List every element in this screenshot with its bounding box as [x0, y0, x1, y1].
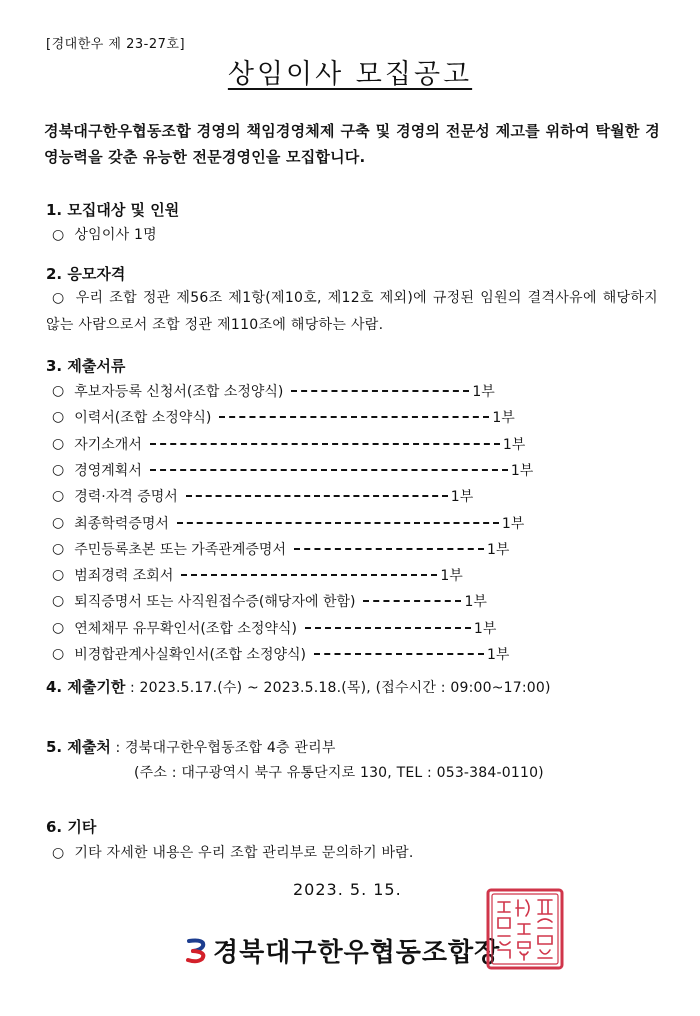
document-item-count: 1부 — [464, 594, 487, 611]
document-item — [52, 486, 473, 506]
document-item — [52, 539, 509, 559]
section-documents-heading: 3. 제출서류 — [46, 357, 126, 375]
document-item-name: 이력서(조합 소정약식) — [74, 410, 212, 427]
document-item-name: 퇴직증명서 또는 사직원접수증(해당자에 한함) — [74, 594, 356, 611]
document-item — [52, 565, 463, 585]
bullet-circle: ○ — [52, 488, 65, 505]
page-title — [0, 52, 700, 91]
submit-place-text: : 경북대구한우협동조합 4층 관리부 — [110, 740, 336, 756]
submit-place-line — [46, 736, 336, 757]
deadline-label: 4. 제출기한 — [46, 678, 126, 696]
bullet-circle: ○ — [52, 290, 66, 306]
etc-item — [52, 842, 414, 862]
qualification-paragraph — [46, 285, 658, 339]
dotted-leader — [291, 390, 469, 392]
document-item — [52, 644, 509, 664]
deadline-line — [46, 676, 551, 697]
document-item-name: 후보자등록 신청서(조합 소정양식) — [74, 384, 284, 400]
document-item — [52, 381, 495, 401]
document-item-count: 1부 — [450, 489, 474, 506]
bullet-circle: ○ — [52, 593, 65, 610]
bullet-circle: ○ — [52, 383, 65, 399]
dotted-leader — [363, 600, 461, 602]
dotted-leader — [150, 443, 500, 445]
document-item-count: 1부 — [486, 541, 510, 558]
document-item-name: 연체채무 유무확인서(조합 소정약식) — [74, 620, 297, 637]
submit-address: (주소 : 대구광역시 북구 유통단지로 130, TEL : 053-384-0110) — [134, 765, 544, 781]
document-item-count: 1부 — [486, 647, 510, 663]
document-item-name: 비경합관계사실확인서(조합 소정양식) — [74, 647, 306, 663]
bullet-circle: ○ — [52, 514, 65, 531]
bullet-circle: ○ — [52, 619, 65, 636]
organization-signature — [185, 932, 500, 969]
document-item-name: 최종학력증명서 — [74, 515, 169, 532]
document-item — [52, 591, 487, 611]
document-item-name: 범죄경력 조회서 — [74, 568, 174, 585]
section-qualification-heading: 2. 응모자격 — [46, 265, 126, 283]
document-item — [52, 407, 515, 427]
organization-name: 경북대구한우협동조합장 — [213, 938, 501, 968]
section-target-heading: 1. 모집대상 및 인원 — [46, 201, 180, 219]
title-text: 상임이사 모집공고 — [227, 59, 473, 90]
document-item — [52, 513, 524, 533]
bullet-circle: ○ — [52, 461, 65, 478]
target-item-text: 상임이사 1명 — [74, 227, 157, 243]
document-number: [경대한우 제 23-27호] — [46, 37, 186, 52]
dotted-leader — [219, 416, 489, 418]
document-item-count: 1부 — [501, 515, 525, 532]
document-item-count: 1부 — [440, 568, 463, 585]
deadline-text: : 2023.5.17.(수) ~ 2023.5.18.(목), (접수시간 : 09:00~17:00) — [125, 680, 551, 696]
document-item-name: 경영계획서 — [74, 462, 142, 479]
bullet-circle: ○ — [52, 409, 65, 426]
dotted-leader — [186, 495, 448, 497]
cooperative-logo-icon — [185, 938, 209, 964]
dotted-leader — [305, 627, 471, 629]
document-item-count: 1부 — [492, 410, 515, 427]
document-item-count: 1부 — [473, 620, 497, 637]
document-item-count: 1부 — [472, 384, 495, 400]
document-item-count: 1부 — [510, 462, 534, 479]
document-item — [52, 618, 496, 638]
etc-item-text: 기타 자세한 내용은 우리 조합 관리부로 문의하기 바람. — [74, 845, 414, 861]
document-item-count: 1부 — [502, 436, 526, 453]
bullet-circle: ○ — [52, 227, 65, 243]
official-seal-icon — [486, 888, 564, 970]
announcement-date: 2023. 5. 15. — [293, 880, 402, 899]
section-etc-heading: 6. 기타 — [46, 818, 97, 836]
dotted-leader — [150, 469, 508, 471]
bullet-circle: ○ — [52, 567, 65, 584]
document-item — [52, 460, 533, 480]
intro-paragraph: 경북대구한우협동조합 경영의 책임경영체제 구축 및 경영의 전문성 제고를 위하여 탁월한 경영능력을 갖춘 유능한 전문경영인을 모집합니다. — [44, 122, 660, 166]
qualification-text: 우리 조합 정관 제56조 제1항(제10호, 제12호 제외)에 규정된 임원의 결격사유에 해당하지 않는 사람으로서 조합 정관 제110조에 해당하는 사람. — [46, 290, 658, 333]
bullet-circle: ○ — [52, 435, 65, 452]
dotted-leader — [294, 548, 484, 550]
document-item — [52, 434, 525, 454]
dotted-leader — [314, 653, 484, 655]
bullet-circle: ○ — [52, 845, 65, 861]
bullet-circle: ○ — [52, 540, 65, 557]
document-item-name: 자기소개서 — [74, 436, 142, 453]
dotted-leader — [177, 522, 499, 524]
document-item-name: 주민등록초본 또는 가족관계증명서 — [74, 541, 286, 558]
document-item-name: 경력·자격 증명서 — [74, 489, 178, 506]
bullet-circle: ○ — [52, 646, 65, 662]
submit-place-label: 5. 제출처 — [46, 738, 111, 756]
dotted-leader — [181, 574, 437, 576]
target-item — [52, 224, 157, 244]
